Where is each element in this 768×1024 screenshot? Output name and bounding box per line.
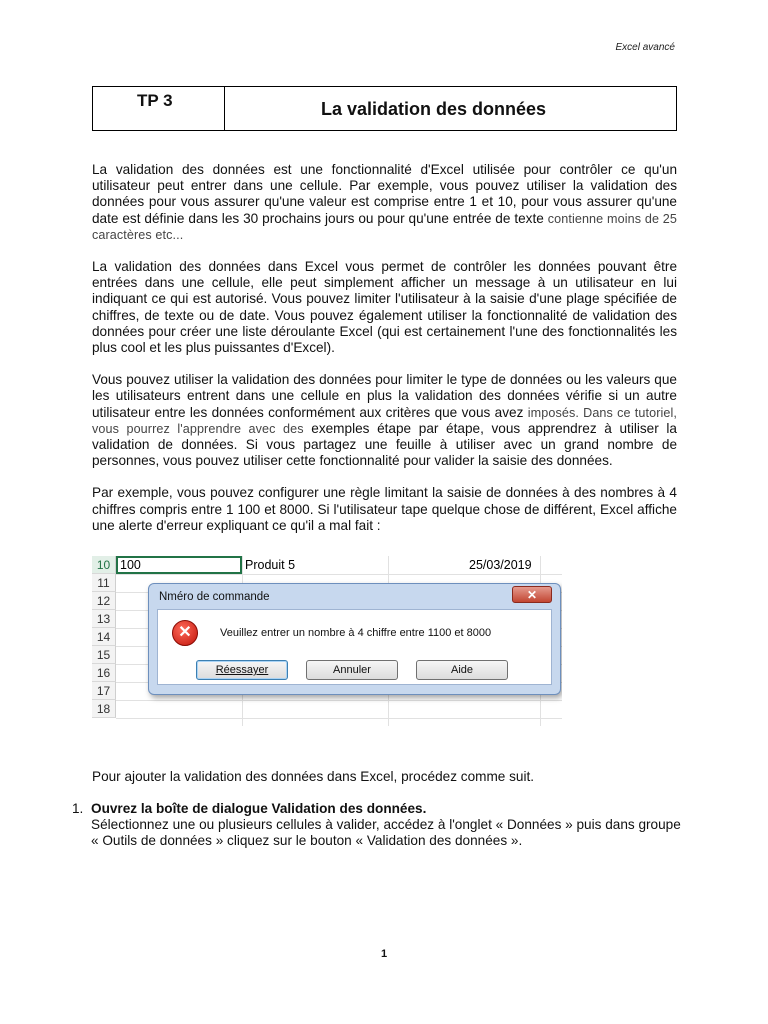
excel-screenshot [92,556,562,726]
cell-date: 25/03/2019 [469,558,532,572]
paragraph-3-b: exemples étape par étape, vous apprendrez à utiliser la validation de données. Si vous partagez une feuille à utiliser avec un grand nombre de personnes, vous pouvez utiliser cette fonctionnalité pour valider la saisie des données. [92,420,677,469]
paragraph-3-light: imposés. Dans ce tutoriel, vous pourrez l'apprendre avec des [92,405,677,436]
list-number: 1. [72,801,84,816]
document-title: La validation des données [321,99,547,119]
body-text [92,162,677,550]
list-body [91,801,681,850]
row-number: 11 [92,574,116,592]
close-button[interactable]: ✕ [512,586,552,603]
error-dialog [148,583,561,695]
gridline [116,700,562,701]
retry-button[interactable] [196,660,288,680]
cancel-button-label: Annuler [333,664,371,676]
paragraph-1-main: La validation des données est une fonctionnalité d'Excel utilisée pour contrôler ce qu'un utilisateur peut entrer dans une cellule. Par exemple, vous pouvez utiliser la validation des données pour vous assurer qu'une valeur est comprise entre 1 et 10, pour vous assurer qu'une date est définie dans les 30 prochains jours ou pour qu'une entrée de texte [92,162,677,226]
gridline [116,574,562,575]
page-number: 1 [380,948,388,960]
list-text: Sélectionnez une ou plusieurs cellules à valider, accédez à l'onglet « Données » puis dans groupe « Outils de données » cliquez sur le bouton « Validation des données ». [91,817,681,849]
row-number: 12 [92,592,116,610]
paragraph-3 [92,372,677,469]
row-number: 13 [92,610,116,628]
retry-button-label: Réessayer [215,664,269,676]
help-button[interactable] [416,660,508,680]
list-heading: Ouvrez la boîte de dialogue Validation des données. [91,801,427,816]
cancel-button[interactable] [306,660,398,680]
title-box [92,86,677,131]
row-number: 10 [92,556,116,574]
help-button-label: Aide [450,664,474,676]
tp-label: TP 3 [93,87,225,130]
gridline [116,718,562,719]
row-number: 18 [92,700,116,718]
paragraph-3-a: Vous pouvez utiliser la validation des données pour limiter le type de données ou les valeurs que les utilisateurs entrent dans une cellule en plus la validation des données vérifie si un autre utilisateur entre les données conformément aux critères que vous avez [92,372,677,420]
dialog-title: Nméro de commande [159,591,270,603]
paragraph-5: Pour ajouter la validation des données dans Excel, procédez comme suit. [92,769,535,784]
paragraph-4: Par exemple, vous pouvez configurer une règle limitant la saisie de données à des nombres à 4 chiffres compris entre 1 100 et 8000. Si l'utilisateur tape quelque chose de différent, Excel affiche une alerte d'erreur expliquant ce qu'il a mal fait : [92,485,677,533]
running-header: Excel avancé [615,42,675,53]
row-number: 17 [92,682,116,700]
paragraph-1 [92,162,677,243]
dialog-message: Veuillez entrer un nombre à 4 chiffre entre 1100 et 8000 [220,627,492,639]
row-number: 15 [92,646,116,664]
row-number: 14 [92,628,116,646]
paragraph-1-tail: contienne moins de 25 caractères etc... [92,211,677,242]
dialog-body [157,609,552,685]
cell-value: 100 [120,558,141,572]
paragraph-2: La validation des données dans Excel vous permet de contrôler les données pouvant être entrées dans une cellule, elle peut simplement afficher un message à un utilisateur en lui indiquant ce qui est autorisé. Vous pouvez limiter l'utilisateur à la saisie d'une plage spécifiée de chiffres, de texte ou de date. Vous pouvez également utiliser la fonctionnalité de validation des données pour créer une liste déroulante Excel (qui est certainement l'une des fonctionnalités les plus cool et les plus puissantes d'Excel). [92,259,677,356]
error-icon: ✕ [172,620,198,646]
row-number: 16 [92,664,116,682]
cell-product: Produit 5 [245,558,296,572]
